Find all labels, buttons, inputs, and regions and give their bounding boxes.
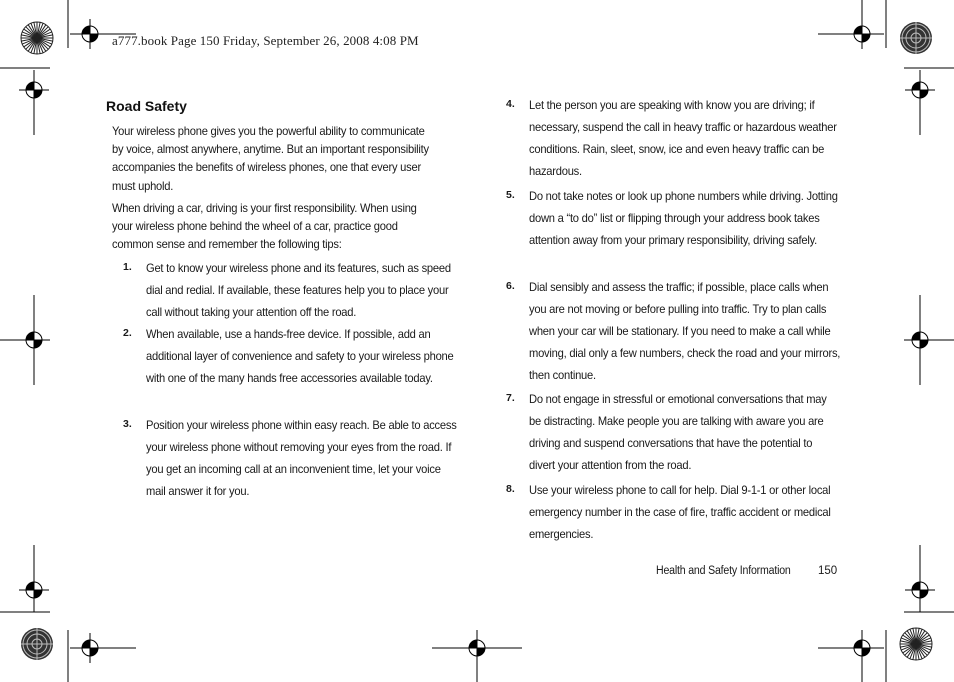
list-item-text: Use your wireless phone to call for help. Dial 9-1-1 or other local emergency number in the case of fire, traffic accident or medical emergencies. [529, 483, 831, 541]
list-item-text: Position your wireless phone within easy reach. Be able to access your wireless phone without removing your eyes from the road. If you get an incoming call at an inconvenient time, let your voice mail answer it for you. [146, 418, 457, 498]
driving-paragraph: When driving a car, driving is your first responsibility. When using your wireless phone behind the wheel of a car, practice good common sense and remember the following tips: [112, 201, 417, 252]
list-item-text: When available, use a hands-free device. If possible, add an additional layer of convenience and safety to your wireless phone with one of the many hands free accessories available today. [146, 327, 454, 385]
list-item-text: Let the person you are speaking with know you are driving; if necessary, suspend the call in heavy traffic or hazardous weather conditions. Rain, sleet, snow, ice and even heavy traffic can be hazardous. [529, 98, 837, 178]
list-item-number: 4. [506, 98, 515, 110]
list-item-text: Get to know your wireless phone and its features, such as speed dial and redial. If available, these features help you to place your call without taking your attention off the road. [146, 261, 451, 319]
intro-paragraph: Your wireless phone gives you the powerful ability to communicate by voice, almost anywhere, anytime. But an important responsibility accompanies the benefits of wireless phones, one that every user must uphold. [112, 124, 429, 193]
list-item-number: 7. [506, 392, 515, 404]
list-item-text: Do not take notes or look up phone numbers while driving. Jotting down a “to do” list or flipping through your address book takes attention away from your primary responsibility, driving safely. [529, 189, 838, 247]
section-title: Road Safety [106, 98, 187, 114]
page-number: 150 [818, 565, 838, 577]
list-item-number: 5. [506, 189, 515, 201]
list-item-number: 8. [506, 483, 515, 495]
list-item-number: 6. [506, 280, 515, 292]
list-item-number: 1. [123, 261, 132, 273]
list-item-number: 3. [123, 418, 132, 430]
print-slug-line: a777.book Page 150 Friday, September 26, 2008 4:08 PM [112, 33, 419, 48]
list-item-text: Do not engage in stressful or emotional conversations that may be distracting. Make people you are talking with aware you are driving and suspend conversations that have the potential to divert your attention from the road. [529, 392, 827, 472]
footer-section-name: Health and Safety Information [656, 565, 791, 577]
list-item-text: Dial sensibly and assess the traffic; if possible, place calls when you are not moving or before pulling into traffic. Try to plan calls when your car will be stationary. If you need to make a call while moving, dial only a few numbers, check the road and your mirrors, then continue. [529, 280, 841, 382]
list-item-number: 2. [123, 327, 132, 339]
